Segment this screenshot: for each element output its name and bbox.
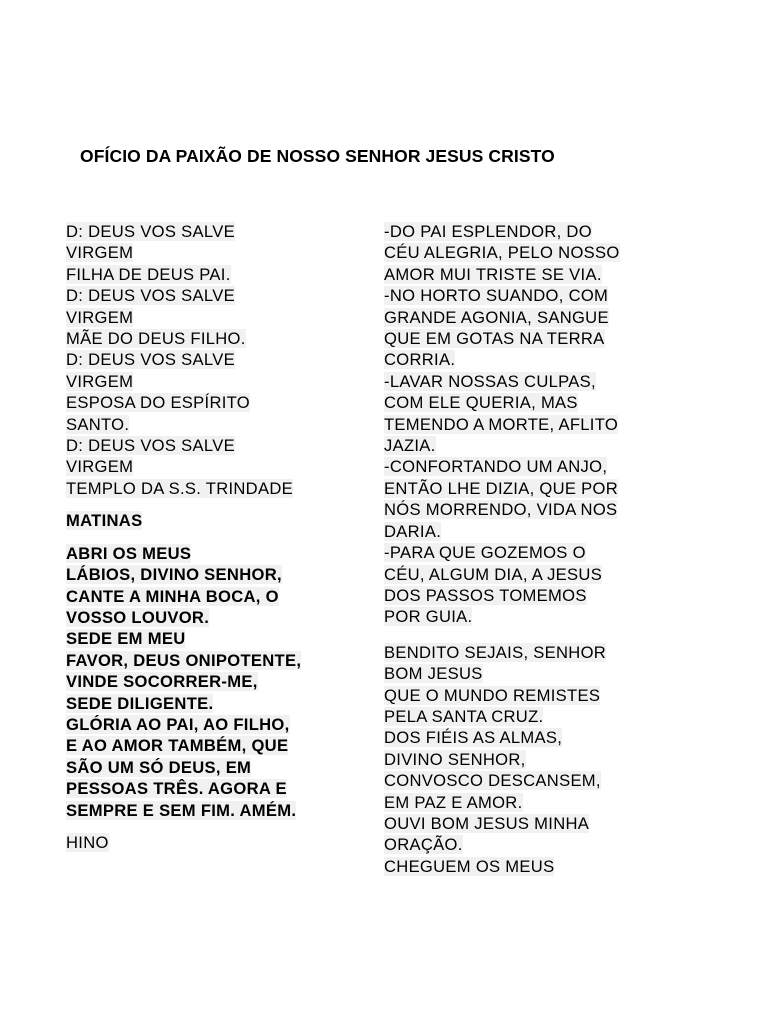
text-line: BENDITO SEJAIS, SENHOR [384, 642, 607, 662]
text-line: DIVINO SENHOR, [384, 749, 526, 769]
text-line: ORAÇÃO. [384, 835, 463, 855]
text-line: CORRIA. [384, 350, 456, 370]
text-line: JAZIA. [384, 436, 436, 456]
left-column [66, 221, 366, 853]
text-line: POR GUIA. [384, 607, 473, 627]
text-line: -NO HORTO SUANDO, COM [384, 286, 609, 306]
text-line: BOM JESUS [384, 664, 483, 684]
text-line: FILHA DE DEUS PAI. [66, 264, 231, 284]
text-line: SEDE EM MEU [66, 629, 186, 649]
text-line: SANTO. [66, 414, 130, 434]
text-line: VIRGEM [66, 371, 134, 391]
text-line: SEMPRE E SEM FIM. AMÉM. [66, 800, 297, 820]
text-line: CÉU, ALGUM DIA, A JESUS [384, 564, 603, 584]
text-line: ESPOSA DO ESPÍRITO [66, 393, 250, 413]
text-line: GLÓRIA AO PAI, AO FILHO, [66, 714, 290, 734]
text-line: VIRGEM [66, 457, 134, 477]
text-line: LÁBIOS, DIVINO SENHOR, [66, 565, 282, 585]
text-line: -DO PAI ESPLENDOR, DO [384, 222, 592, 241]
text-line: SÃO UM SÓ DEUS, EM [66, 757, 252, 777]
text-line: CÉU ALEGRIA, PELO NOSSO [384, 243, 620, 263]
text-line: DOS PASSOS TOMEMOS [384, 585, 587, 605]
text-line: QUE EM GOTAS NA TERRA [384, 329, 605, 349]
text-line: D: DEUS VOS SALVE [66, 222, 235, 241]
text-line: EM PAZ E AMOR. [384, 792, 523, 812]
text-line: E AO AMOR TAMBÉM, QUE [66, 736, 289, 756]
text-line: VINDE SOCORRER-ME, [66, 672, 258, 692]
text-line: CANTE A MINHA BOCA, O [66, 586, 279, 606]
text-line: -PARA QUE GOZEMOS O [384, 543, 586, 563]
text-line: -CONFORTANDO UM ANJO, [384, 457, 608, 477]
text-line: DARIA. [384, 521, 442, 541]
text-line: VIRGEM [66, 307, 134, 327]
text-line: FAVOR, DEUS ONIPOTENTE, [66, 650, 302, 670]
text-line: AMOR MUI TRISTE SE VIA. [384, 264, 602, 284]
hymn-verses [384, 221, 684, 628]
text-line: PESSOAS TRÊS. AGORA E [66, 779, 287, 799]
text-line: ENTÃO LHE DIZIA, QUE POR [384, 478, 619, 498]
matinas-heading: MATINAS [66, 511, 143, 531]
text-line: QUE O MUNDO REMISTES [384, 685, 601, 705]
text-line: -LAVAR NOSSAS CULPAS, [384, 371, 596, 391]
hino-heading: HINO [66, 832, 109, 852]
text-line: NÓS MORRENDO, VIDA NOS [384, 500, 618, 520]
text-line: ABRI OS MEUS [66, 543, 192, 563]
text-line: COM ELE QUERIA, MAS [384, 393, 578, 413]
text-line: MÃE DO DEUS FILHO. [66, 329, 246, 349]
text-line: VOSSO LOUVOR. [66, 607, 210, 627]
text-line: TEMENDO A MORTE, AFLITO [384, 414, 619, 434]
matinas-verses [66, 543, 366, 821]
bendito-verses [384, 642, 684, 877]
text-line: D: DEUS VOS SALVE [66, 286, 235, 306]
text-line: VIRGEM [66, 243, 134, 263]
text-line: SEDE DILIGENTE. [66, 693, 214, 713]
text-line: DOS FIÉIS AS ALMAS, [384, 728, 563, 748]
text-line: CONVOSCO DESCANSEM, [384, 771, 601, 791]
text-line: CHEGUEM OS MEUS [384, 856, 555, 876]
text-line: TEMPLO DA S.S. TRINDADE [66, 478, 293, 498]
text-line: GRANDE AGONIA, SANGUE [384, 307, 609, 327]
text-line: PELA SANTA CRUZ. [384, 706, 544, 726]
text-line: D: DEUS VOS SALVE [66, 436, 235, 456]
intro-verses [66, 221, 366, 499]
text-line: OUVI BOM JESUS MINHA [384, 813, 590, 833]
right-column [384, 221, 684, 877]
document-title: OFÍCIO DA PAIXÃO DE NOSSO SENHOR JESUS CRISTO [80, 146, 555, 166]
text-line: D: DEUS VOS SALVE [66, 350, 235, 370]
